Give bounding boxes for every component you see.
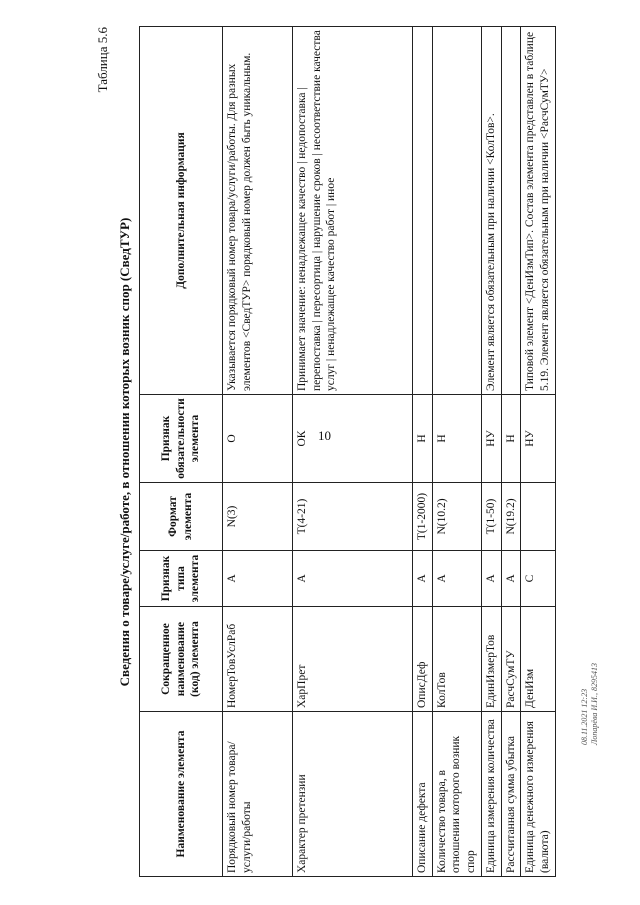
table-row bbox=[432, 27, 481, 877]
cell-name: Характер претензии bbox=[293, 712, 413, 877]
cell-type: А bbox=[223, 551, 293, 607]
cell-name: Рассчитанная сумма убытка bbox=[501, 712, 521, 877]
cell-format: N(10.2) bbox=[432, 483, 481, 551]
cell-format: T(1-2000) bbox=[413, 483, 433, 551]
cell-code: ДенИзм bbox=[521, 607, 555, 712]
cell-info bbox=[413, 27, 433, 395]
stamp-date: 08.11.2021 12:23 bbox=[580, 688, 589, 745]
cell-code: КолТов bbox=[432, 607, 481, 712]
column-header: Дополнительная информация bbox=[140, 27, 223, 395]
cell-name: Описание дефекта bbox=[413, 712, 433, 877]
cell-type: С bbox=[521, 551, 555, 607]
column-header: Наименование элемента bbox=[140, 712, 223, 877]
cell-info: Типовой элемент <ДенИзмТип>. Состав элемента представлен в таблице 5.19. Элемент является обязательным при наличии <РасчСумТУ> bbox=[521, 27, 555, 395]
cell-type: А bbox=[501, 551, 521, 607]
cell-code: РасчСумТУ bbox=[501, 607, 521, 712]
cell-code: ЕдинИзмерТов bbox=[481, 607, 501, 712]
stamp-name: Лопарёва И.И., 8295413 bbox=[590, 663, 600, 745]
cell-format: N(3) bbox=[223, 483, 293, 551]
table-row bbox=[521, 27, 555, 877]
column-header: Признак обязательности элемента bbox=[140, 395, 223, 483]
cell-name: Порядковый номер товара/услуги/работы bbox=[223, 712, 293, 877]
table-row bbox=[413, 27, 433, 877]
page-number: 10 bbox=[318, 428, 331, 443]
table-row bbox=[293, 27, 413, 877]
cell-code: ХарПрет bbox=[293, 607, 413, 712]
cell-code: ОписДеф bbox=[413, 607, 433, 712]
table-row bbox=[481, 27, 501, 877]
cell-format: T(1-50) bbox=[481, 483, 501, 551]
cell-type: А bbox=[413, 551, 433, 607]
cell-type: А bbox=[432, 551, 481, 607]
table-row bbox=[223, 27, 293, 877]
cell-info: Указывается порядковый номер товара/услуги/работы. Для разных элементов <СведТУР> порядковый номер должен быть уникальным. bbox=[223, 27, 293, 395]
cell-type: А bbox=[481, 551, 501, 607]
column-header: Формат элемента bbox=[140, 483, 223, 551]
cell-format bbox=[521, 483, 555, 551]
cell-req: О bbox=[223, 395, 293, 483]
cell-info bbox=[432, 27, 481, 395]
column-header: Признак типа элемента bbox=[140, 551, 223, 607]
cell-name: Единица измерения количества bbox=[481, 712, 501, 877]
signature-stamp bbox=[580, 663, 601, 745]
cell-name: Единица денежного измерения (валюта) bbox=[521, 712, 555, 877]
cell-req: ОК bbox=[293, 395, 413, 483]
header-row bbox=[140, 27, 223, 877]
data-table bbox=[139, 26, 556, 877]
cell-req: Н bbox=[501, 395, 521, 483]
column-header: Сокращенное наименование (код) элемента bbox=[140, 607, 223, 712]
cell-format: T(4-21) bbox=[293, 483, 413, 551]
cell-req: Н bbox=[413, 395, 433, 483]
cell-info bbox=[501, 27, 521, 395]
table-row bbox=[501, 27, 521, 877]
table-label: Таблица 5.6 bbox=[95, 27, 110, 93]
cell-req: Н bbox=[432, 395, 481, 483]
cell-info: Принимает значение: ненадлежащее качество | недопоставка | перепоставка | пересортица | нарушение сроков | несоответствие качества услуг | ненадлежащее качество работ | иное bbox=[293, 27, 413, 395]
cell-code: НомерТовУслРаб bbox=[223, 607, 293, 712]
cell-format: N(19.2) bbox=[501, 483, 521, 551]
rotated-content bbox=[95, 27, 552, 877]
table-title: Сведения о товаре/услуге/работе, в отношении которых возник спор (СведТУР) bbox=[117, 217, 132, 687]
cell-req: НУ bbox=[521, 395, 555, 483]
cell-name: Количество товара, в отношении которого возник спор bbox=[432, 712, 481, 877]
cell-type: А bbox=[293, 551, 413, 607]
cell-info: Элемент является обязательным при наличии <КолТов>. bbox=[481, 27, 501, 395]
cell-req: НУ bbox=[481, 395, 501, 483]
